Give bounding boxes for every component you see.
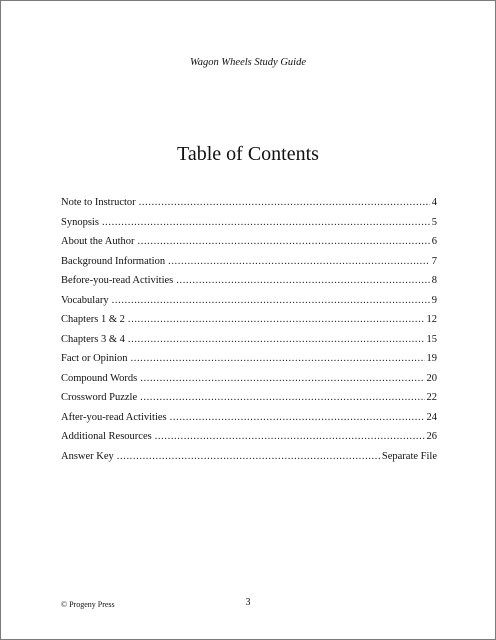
toc-entry-page: 19 xyxy=(426,353,437,364)
toc-entry-label: Compound Words xyxy=(61,372,138,384)
toc-entry-label: Fact or Opinion xyxy=(61,353,128,364)
toc-entry xyxy=(61,369,437,389)
toc-entry-label: Chapters 3 & 4 xyxy=(61,333,125,345)
toc-entry-label: Background Information xyxy=(61,255,166,267)
dot-leader xyxy=(131,349,425,369)
toc-entry-page: 22 xyxy=(426,392,437,403)
toc-entry-label: Answer Key xyxy=(61,450,114,462)
toc-entry xyxy=(61,271,437,291)
toc-entry-label: Chapters 1 & 2 xyxy=(61,314,125,325)
toc-entry-page: 6 xyxy=(431,236,437,247)
toc-entry xyxy=(61,447,437,467)
toc-entry xyxy=(61,193,437,213)
toc-entry-page: 9 xyxy=(431,294,437,306)
dot-leader xyxy=(128,310,425,330)
toc-entry xyxy=(61,349,437,369)
toc-entry-page: 5 xyxy=(431,216,437,228)
dot-leader xyxy=(138,232,430,252)
running-header: Wagon Wheels Study Guide xyxy=(190,57,306,68)
dot-leader xyxy=(140,369,424,389)
toc-entry-label: Synopsis xyxy=(61,216,99,228)
toc-entry-label: Note to Instructor xyxy=(61,197,136,208)
footer-page-number: 3 xyxy=(245,597,251,608)
footer-copyright: © Progeny Press xyxy=(61,600,115,609)
toc-entry-page: 4 xyxy=(431,197,437,208)
toc-entry xyxy=(61,388,437,408)
toc-entry-page: 24 xyxy=(426,411,437,423)
toc-entry xyxy=(61,232,437,252)
dot-leader xyxy=(112,291,430,311)
toc-entry xyxy=(61,310,437,330)
dot-leader xyxy=(139,193,430,213)
dot-leader xyxy=(170,408,425,428)
toc-entry xyxy=(61,252,437,272)
page-title: Table of Contents xyxy=(177,143,319,165)
toc-entry xyxy=(61,408,437,428)
toc-entry xyxy=(61,213,437,233)
toc-entry-label: Vocabulary xyxy=(61,294,109,306)
dot-leader xyxy=(117,447,380,467)
toc-entry-label: Additional Resources xyxy=(61,431,152,442)
dot-leader xyxy=(140,388,424,408)
toc-entry-page: 26 xyxy=(426,431,437,442)
dot-leader xyxy=(168,252,430,272)
toc-entry-label: After-you-read Activities xyxy=(61,411,167,423)
toc-entry-page: 7 xyxy=(431,255,437,267)
toc-entry-page: 12 xyxy=(426,314,437,325)
toc-entry xyxy=(61,427,437,447)
toc-entry xyxy=(61,291,437,311)
toc-entry-page: 20 xyxy=(426,372,437,384)
toc-entry-label: Before-you-read Activities xyxy=(61,275,174,286)
dot-leader xyxy=(128,330,425,350)
table-of-contents xyxy=(61,193,437,466)
toc-entry xyxy=(61,330,437,350)
toc-entry-page: 15 xyxy=(426,333,437,345)
dot-leader xyxy=(102,213,430,233)
toc-entry-label: Crossword Puzzle xyxy=(61,392,138,403)
dot-leader xyxy=(176,271,430,291)
toc-entry-label: About the Author xyxy=(61,236,135,247)
toc-entry-page: 8 xyxy=(431,275,437,286)
toc-entry-page: Separate File xyxy=(381,450,437,462)
dot-leader xyxy=(155,427,425,447)
